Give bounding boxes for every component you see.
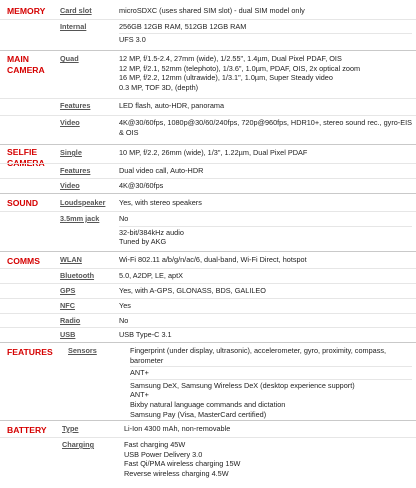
section-title: SOUND	[7, 198, 39, 208]
spec-value: microSDXC (uses shared SIM slot) - dual SIM model only	[119, 6, 305, 15]
section-title: MAIN CAMERA	[7, 54, 45, 75]
spec-value: 12 MP, f/2.1, 52mm (telephoto), 1/3.6", 1.0µm, PDAF, OIS, 2x optical zoom	[119, 63, 361, 73]
spec-row-internal	[0, 19, 416, 48]
section-sound	[0, 193, 416, 251]
section-title: SELFIE CAMERA	[7, 147, 45, 168]
spec-value: Fast charging 45W	[124, 440, 186, 449]
spec-value: 4K@30/60fps	[119, 181, 164, 190]
spec-value: ANT+	[130, 366, 412, 378]
spec-row-features	[0, 98, 416, 113]
spec-label-link[interactable]: Quad	[60, 54, 79, 63]
spec-label-link[interactable]: Radio	[60, 316, 81, 325]
spec-value: Yes	[119, 301, 131, 310]
spec-value: Yes, with A-GPS, GLONASS, BDS, GALILEO	[119, 286, 266, 295]
spec-value: ANT+	[130, 390, 149, 400]
spec-row-card-slot	[0, 4, 416, 16]
spec-value: 32-bit/384kHz audio	[119, 226, 412, 238]
spec-label-link[interactable]: GPS	[60, 286, 76, 295]
spec-label-link[interactable]: Video	[60, 181, 80, 190]
spec-row-quad	[0, 52, 416, 96]
section-title: MEMORY	[7, 6, 46, 16]
spec-label-link[interactable]: Charging	[62, 440, 95, 449]
spec-value: No	[119, 316, 129, 325]
spec-value: Fingerprint (under display, ultrasonic), accelerometer, gyro, proximity, compass, barometer	[130, 346, 387, 365]
spec-value: Dual video call, Auto-HDR	[119, 166, 204, 175]
section-selfie-camera	[0, 144, 416, 193]
spec-row-usb	[0, 327, 416, 342]
spec-value: Wi-Fi 802.11 a/b/g/n/ac/6, dual-band, Wi-Fi Direct, hotspot	[119, 255, 307, 264]
spec-value: USB Power Delivery 3.0	[124, 449, 203, 459]
spec-row-video	[0, 178, 416, 193]
spec-row-nfc	[0, 298, 416, 313]
spec-label-link[interactable]: 3.5mm jack	[60, 214, 100, 223]
spec-row-features	[0, 163, 416, 178]
spec-value: LED flash, auto-HDR, panorama	[119, 101, 225, 110]
spec-value: No	[119, 214, 129, 223]
spec-label-link[interactable]: Features	[60, 101, 91, 110]
spec-label-link[interactable]: Type	[62, 424, 79, 433]
spec-label-link[interactable]: Loudspeaker	[60, 198, 106, 207]
spec-value: Samsung DeX, Samsung Wireless DeX (desktop experience support)	[130, 379, 412, 391]
spec-row-radio	[0, 313, 416, 328]
spec-label-link[interactable]: Sensors	[68, 346, 97, 355]
spec-label-link[interactable]: USB	[60, 330, 76, 339]
spec-row-wlan	[0, 253, 416, 267]
spec-value: Tuned by AKG	[119, 237, 167, 247]
spec-row-type	[0, 422, 416, 436]
spec-row-bluetooth	[0, 268, 416, 283]
spec-row-charging	[0, 437, 416, 486]
spec-label-link[interactable]: Card slot	[60, 6, 92, 15]
spec-row-video	[0, 115, 416, 142]
section-memory	[0, 4, 416, 48]
spec-row-sensors	[0, 344, 416, 418]
spec-value: Samsung Pay (Visa, MasterCard certified)	[130, 409, 267, 419]
spec-row-loudspeaker	[0, 196, 416, 210]
spec-value: Fast Qi/PMA wireless charging 15W	[124, 459, 241, 469]
section-battery	[0, 420, 416, 487]
spec-label-link[interactable]: WLAN	[60, 255, 82, 264]
spec-row-gps	[0, 283, 416, 298]
spec-value: UFS 3.0	[119, 33, 412, 45]
spec-label-link[interactable]: Features	[60, 166, 91, 175]
spec-label-link[interactable]: Single	[60, 148, 82, 157]
spec-label-link[interactable]: Internal	[60, 22, 87, 31]
spec-row-jack	[0, 211, 416, 250]
spec-value: 256GB 12GB RAM, 512GB 12GB RAM	[119, 22, 247, 31]
spec-value: USB Type-C 3.1	[119, 330, 172, 339]
spec-value: 12 MP, f/1.5-2.4, 27mm (wide), 1/2.55", 1.4µm, Dual Pixel PDAF, OIS	[119, 54, 342, 63]
spec-value: 10 MP, f/2.2, 26mm (wide), 1/3", 1.22µm, Dual Pixel PDAF	[119, 148, 308, 157]
spec-value: Yes, with stereo speakers	[119, 198, 202, 207]
spec-value: Li-Ion 4300 mAh, non-removable	[124, 424, 231, 433]
spec-label-link[interactable]: Bluetooth	[60, 271, 95, 280]
spec-value: 16 MP, f/2.2, 12mm (ultrawide), 1/3.1", 1.0µm, Super Steady video	[119, 73, 333, 83]
spec-label-link[interactable]: Video	[60, 118, 80, 127]
section-title: COMMS	[7, 256, 40, 266]
spec-row-single	[0, 146, 416, 160]
spec-value: 4K@30/60fps, 1080p@30/60/240fps, 720p@960fps, HDR10+, stereo sound rec., gyro-EIS & OIS	[119, 118, 412, 137]
section-features	[0, 342, 416, 419]
spec-value: Bixby natural language commands and dictation	[130, 399, 286, 409]
section-title: BATTERY	[7, 425, 47, 435]
section-comms	[0, 251, 416, 342]
spec-value: 0.3 MP, TOF 3D, (depth)	[119, 82, 199, 92]
spec-label-link[interactable]: NFC	[60, 301, 75, 310]
spec-value: Reverse wireless charging 4.5W	[124, 468, 229, 478]
section-title: FEATURES	[7, 347, 53, 357]
section-main-camera	[0, 50, 416, 143]
spec-value: 5.0, A2DP, LE, aptX	[119, 271, 183, 280]
